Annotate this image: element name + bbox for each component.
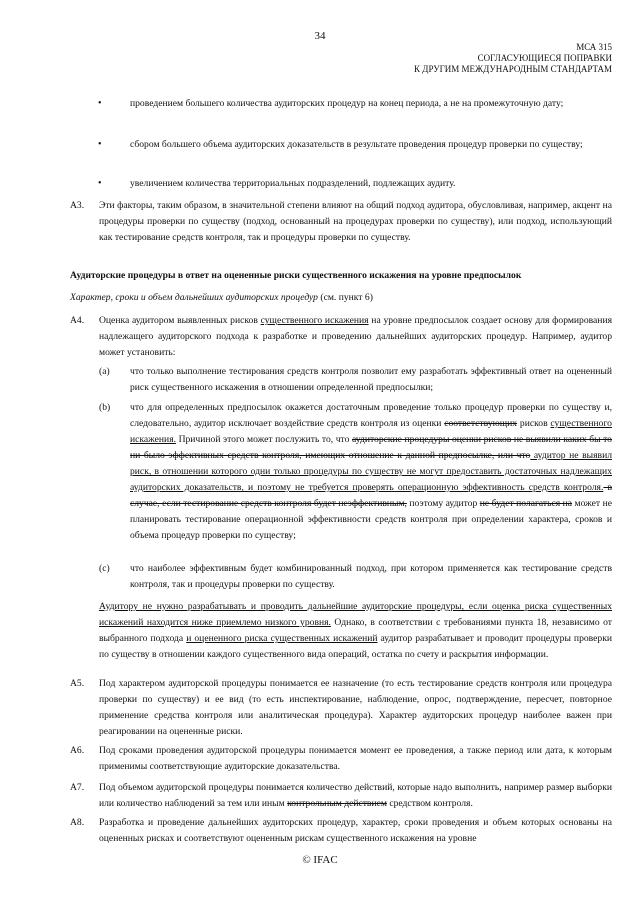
paragraph-a3: Эти факторы, таким образом, в значительной степени влияют на общий подход аудитора, обусловливая, например, акцент на процедуры проверки по существу (подход, основанный на процедурах проверки по существу), или подход, использующий как тестирование средств контроля, так и процедуры проверки по существу. — [99, 200, 612, 243]
text-run: поэтому аудитор — [406, 498, 480, 509]
page-number: 34 — [314, 30, 326, 42]
inserted-text: существенного искажения. — [130, 418, 612, 445]
bullet-item-3: увеличением количества территориальных подразделений, подлежащих аудиту. — [130, 178, 456, 189]
deleted-text: контрольным действием — [287, 798, 387, 809]
running-header — [414, 42, 612, 75]
text-run: Причиной этого может послужить то, что — [176, 434, 352, 445]
text-run: средством контроля. — [386, 798, 473, 809]
inserted-text: и оцененного риска существенных искажений — [186, 633, 378, 644]
paragraph-label-a4: А4. — [70, 315, 85, 326]
item-label-b: (b) — [99, 402, 111, 413]
bullet-item-2: сбором большего объема аудиторских доказательств в результате проведения процедур проверки по существу; — [130, 139, 583, 150]
item-label-a: (a) — [99, 366, 110, 377]
text-run: Однако, в соответствии с требованиями пункта 18, независимо от выбранного подхода — [99, 617, 612, 644]
paragraph-a6: Под сроками проведения аудиторской процедуры понимается момент ее проведения, а также период или дата, к которым применимы соответствующие аудиторские доказательства. — [99, 745, 612, 772]
paragraph-label-a3: А3. — [70, 200, 85, 211]
item-b — [130, 400, 612, 544]
paragraph-a8: Разработка и проведение дальнейших аудиторских процедур, характер, сроки проведения и объем которых основаны на оцененных рисках и соответствуют оцененным рискам существенного искажения на уровне — [99, 817, 612, 844]
inserted-text: Аудитору не нужно разрабатывать и проводить дальнейшие аудиторские процедуры, если оценка риска существенных искажений находится ниже приемлемо низкого уровня. — [99, 601, 612, 628]
item-label-c: (c) — [99, 563, 110, 574]
paragraph-label-a6: А6. — [70, 745, 85, 756]
header-line-2: К ДРУГИМ МЕЖДУНАРОДНЫМ СТАНДАРТАМ — [414, 64, 612, 74]
paragraph-label-a8: А8. — [70, 817, 85, 828]
paragraph-a4-continued — [99, 599, 612, 663]
text-run: Под объемом аудиторской процедуры понимается количество действий, которые надо выполнить, например размер выборки или количество наблюдений за тем или иным — [99, 782, 612, 809]
standard-code: МСА 315 — [576, 42, 612, 52]
bullet-marker: • — [98, 139, 102, 150]
paragraph-a5: Под характером аудиторской процедуры понимается ее назначение (то есть тестирование средств контроля или процедура проверки по существу) и ее вид (то есть инспектирование, наблюдение, опрос, подтверждение, пересчет, повторное применение средства контроля или аналитическая процедура). Характер аудиторских процедур наиболее важен при реагировании на оцененные риски. — [99, 678, 612, 737]
text-run: аудитор разрабатывает и проводит процедуры проверки по существу в отношении каждого существенного вида операций, остатка по счету и раскрытия информации. — [99, 633, 612, 660]
deleted-text: не будет полагаться на — [479, 498, 573, 509]
paragraph-a4 — [99, 313, 612, 361]
section-heading: Аудиторские процедуры в ответ на оцененные риски существенного искажения на уровне предпосылок — [70, 270, 522, 281]
inserted-text: существенного искажения — [260, 315, 369, 326]
subheading-reference: (см. пункт 6) — [317, 292, 373, 303]
item-c: что наиболее эффективным будет комбинированный подход, при котором применяется как тестирование средств контроля, так и процедуры проверки по существу. — [130, 563, 612, 590]
subheading-italic: Характер, сроки и объем дальнейших аудиторских процедур — [70, 292, 318, 303]
bullet-marker: • — [98, 178, 102, 189]
bullet-item-1: проведением большего количества аудиторских процедур на конец периода, а не на промежуточную дату; — [130, 98, 564, 109]
text-run: рисков — [517, 418, 551, 429]
paragraph-label-a5: А5. — [70, 678, 85, 689]
text-run: что для определенных предпосылок окажется достаточным проведение только процедур проверки по существу и, следовательно, аудитор исключает воздействие средств контроля из оценки — [130, 402, 612, 429]
deleted-text: в случае, если тестирование средств контроля будет неэффективным, — [130, 482, 612, 509]
deleted-text: соответствующих — [444, 418, 518, 429]
item-a: что только выполнение тестирования средств контроля позволит ему разработать эффективный ответ на оцененный риск существенного искажения в отношении определенной предпосылки; — [130, 366, 612, 393]
text-run: Оценка аудитором выявленных рисков — [99, 315, 261, 326]
deleted-text: аудиторские процедуры оценки рисков не выявили каких бы то ни было эффективных средств контроля, имеющих отношение к данной предпосылке, или что — [130, 434, 612, 461]
paragraph-label-a7: А7. — [70, 782, 85, 793]
inserted-text: аудитор не выявил риск, в отношении которого одни только процедуры по существу не могут предоставить достаточных надлежащих аудиторских доказательств, и поэтому не требуется проверять операционную эффективность средств контроля. — [130, 450, 612, 493]
header-line-1: СОГЛАСУЮЩИЕСЯ ПОПРАВКИ — [477, 53, 612, 63]
text-run: на уровне предпосылок создает основу для формирования надлежащего аудиторского подхода к разработке и проведению дальнейших аудиторских процедур. Например, аудитор может установить: — [99, 315, 612, 358]
footer-copyright: © IFAC — [302, 854, 338, 866]
paragraph-a7 — [99, 780, 612, 812]
subheading — [70, 292, 610, 303]
bullet-marker: • — [98, 98, 102, 109]
text-run: может не планировать тестирование операционной эффективности средств контроля при определении характера, сроков и объема процедур проверки по существу; — [130, 498, 612, 541]
